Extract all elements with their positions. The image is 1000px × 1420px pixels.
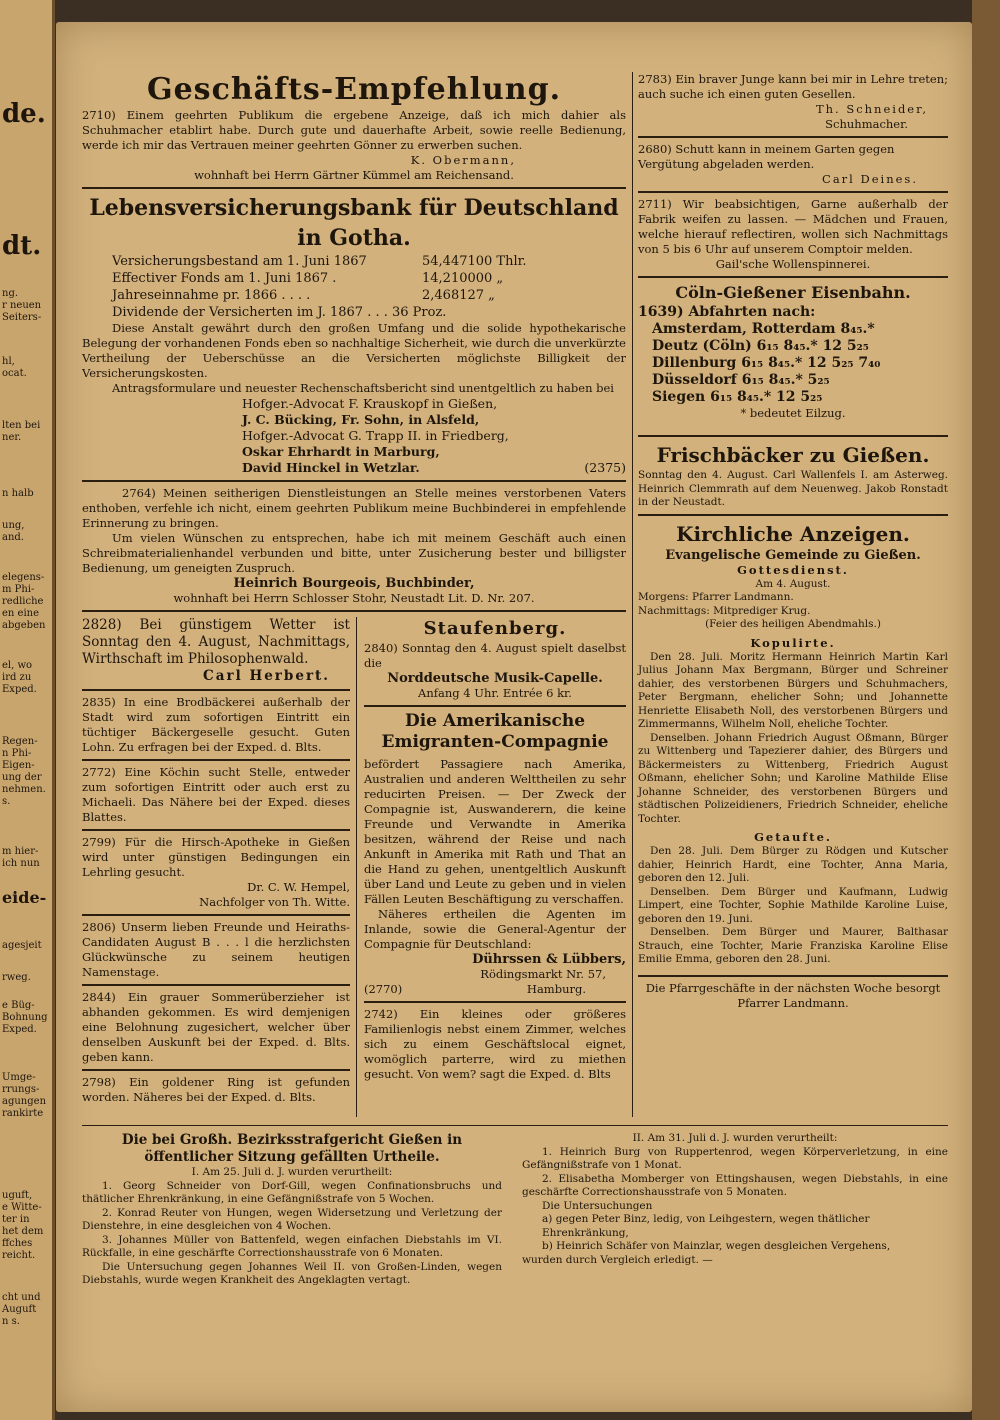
ad-2799-signature: Dr. C. W. Hempel, (247, 880, 350, 894)
left-page-spine (0, 0, 55, 1420)
ad-2711-body: 2711) Wir beabsichtigen, Garne außerhalb der Fabrik weifen zu lassen. — Mädchen und Frauen, welche hierauf reflectiren, wollen sich Nachmittags von 5 bis 6 Uhr auf unserem Comptoir melden. (638, 197, 948, 256)
ad-2798: 2798) Ein goldener Ring ist gefunden worden. Näheres bei der Exped. d. Blts. (82, 1075, 350, 1104)
insurance-agent: Hofger.-Advocat F. Krauskopf in Gießen, (242, 396, 498, 411)
court-item: b) Heinrich Schäfer von Mainzlar, wegen desgleichen Vergehens, (542, 1240, 891, 1252)
court-item: wurden durch Vergleich erledigt. — (522, 1253, 713, 1266)
railway-header: 1639) Abfahrten nach: (638, 304, 816, 320)
ad-insurance (82, 193, 626, 476)
insurance-line-1-value: 54,447100 Thlr. (422, 254, 527, 269)
bakers-body: Sonntag den 4. August. Carl Wallenfels I. am Asterweg. Heinrich Clemmrath auf dem Neuenweg. Jakob Ronstadt in der Neustadt. (638, 469, 948, 508)
court-item: Die Untersuchungen (542, 1199, 653, 1212)
emigration-body-2: Näheres ertheilen die Agenten im Inlande, sowie die General-Agentur der Compagnie für Deutschland: (364, 907, 626, 951)
divider (364, 1001, 626, 1003)
divider (82, 689, 350, 691)
divider (638, 276, 948, 278)
insurance-line-2-value: 14,210000 „ (422, 271, 504, 286)
ad-2799-body: 2799) Für die Hirsch-Apotheke in Gießen wird unter günstigen Bedingungen ein Lehrling gesucht. (82, 835, 350, 879)
ad-2710-title: Geschäfts-Empfehlung. (146, 72, 562, 107)
ad-church (638, 520, 948, 1011)
church-note: (Feier des heiligen Abendmahls.) (705, 618, 881, 630)
church-service-heading: Gottesdienst. (737, 562, 849, 577)
right-page-edge (972, 0, 1000, 1420)
spine-fragment: elegens- m Phi- redliche en eine abgeben (2, 572, 46, 631)
spine-fragment: rweg. (2, 972, 31, 983)
insurance-title: Lebensversicherungsbank für Deutschland in Gotha. (89, 195, 619, 251)
staufenberg-band: Norddeutsche Musik-Capelle. (387, 671, 603, 686)
insurance-line-2-label: Effectiver Fonds am 1. Juni 1867 . (112, 271, 337, 286)
ad-2783-signature: Th. Schneider, (815, 102, 928, 116)
divider (82, 914, 350, 916)
newspaper-page (56, 22, 972, 1412)
spine-fragment: hl, ocat. (2, 356, 27, 379)
court-item: 2. Elisabetha Momberger von Ettingshausen, wegen Diebstahls, in eine geschärfte Correctionshausstrafe von 5 Monaten. (522, 1172, 948, 1198)
insurance-line-3-value: 2,468127 „ (422, 288, 495, 303)
emigration-number: (2770) (364, 982, 403, 996)
staufenberg-title: Staufenberg. (423, 618, 567, 639)
divider (82, 759, 350, 761)
court-item: a) gegen Peter Binz, ledig, von Leihgestern, wegen thätlicher Ehrenkränkung, (542, 1213, 870, 1239)
court-left (82, 1132, 502, 1288)
column-rule (356, 617, 357, 1117)
column-rule (632, 72, 633, 1117)
spine-fragment: de. (2, 99, 46, 129)
insurance-line-4: Dividende der Versicherten im J. 1867 . . . 36 Proz. (112, 305, 447, 320)
staufenberg-info: Anfang 4 Uhr. Entrée 6 kr. (418, 686, 572, 700)
church-morning: Morgens: Pfarrer Landmann. (638, 591, 794, 603)
ad-2710 (82, 72, 626, 183)
insurance-agent: J. C. Bücking, Fr. Sohn, in Alsfeld, (242, 412, 480, 427)
church-date: Am 4. August. (755, 577, 831, 590)
ad-2772: 2772) Eine Köchin sucht Stelle, entweder zum sofortigen Eintritt oder auch erst zu Michaeli. Das Nähere bei der Exped. dieses Blattes. (82, 765, 350, 824)
ad-2764 (82, 486, 626, 606)
middle-column (364, 617, 626, 1082)
divider (638, 435, 948, 437)
divider (364, 705, 626, 707)
railway-row: Düsseldorf 6₁₅ 8₄₅.* 5₂₅ (652, 372, 830, 388)
spine-fragment: m hier- ich nun (2, 846, 40, 869)
ad-2680-body: 2680) Schutt kann in meinem Garten gegen Vergütung abgeladen werden. (638, 142, 895, 171)
spine-fragment: Umge- rrungs- agungen rankirte (2, 1072, 47, 1119)
court-item: 3. Johannes Müller von Battenfeld, wegen einfachen Diebstahls im VI. Rückfalle, in eine geschärfte Correctionshausstrafe von 6 Monaten. (82, 1233, 502, 1259)
railway-row: Amsterdam, Rotterdam 8₄₅.* (652, 321, 875, 337)
spine-fragment: dt. (2, 231, 42, 261)
ad-2710-body: 2710) Einem geehrten Publikum die ergebene Anzeige, daß ich mich dahier als Schuhmacher etablirt habe. Durch gute und dauerhafte Arbeit, sowie reelle Bedienung, werde ich mir das Vertrauen meiner geehrten Gönner zu erwerben suchen. (82, 108, 626, 152)
court-item: 1. Georg Schneider von Dorf-Gill, wegen Confinationsbruchs und thätlicher Ehrenkränkung, in eine Gefängnißstrafe von 5 Wochen. (82, 1179, 502, 1205)
court-section-1: I. Am 25. Juli d. J. wurden verurtheilt: (191, 1166, 393, 1178)
spine-fragment: ng. r neuen Seiters- (2, 288, 42, 323)
divider (82, 480, 626, 482)
ad-2783 (638, 72, 948, 132)
left-narrow-column (82, 617, 350, 1109)
ad-2710-address: wohnhaft bei Herrn Gärtner Kümmel am Reichensand. (194, 168, 514, 182)
divider (638, 975, 948, 977)
emigration-agent: Dührssen & Lübbers, (472, 952, 626, 967)
ad-2799-successor: Nachfolger von Th. Witte. (199, 895, 350, 909)
spine-fragment: ung, and. (2, 520, 25, 543)
ad-2835: 2835) In eine Brodbäckerei außerhalb der Stadt wird zum sofortigen Eintritt ein tüchtiger Bäckergeselle gesucht. Guten Lohn. Zu erfragen bei der Exped. d. Blts. (82, 695, 350, 754)
church-married-heading: Kopulirte. (750, 635, 836, 650)
court-item: 2. Konrad Reuter von Hungen, wegen Widersetzung und Verletzung der Dienstehre, in eine desgleichen von 4 Wochen. (82, 1206, 502, 1232)
church-baptized-entry: Denselben. Dem Bürger und Maurer, Balthasar Strauch, eine Tochter, Marie Franziska Karoline Elise Emilie Emma, geboren den 28. Juni. (638, 926, 948, 965)
spine-fragment: e Büg- Bohnung Exped. (2, 1000, 48, 1035)
spine-fragment: n halb (2, 488, 34, 499)
ad-2742: 2742) Ein kleines oder größeres Familienlogis nebst einem Zimmer, welches sich zu einem Geschäftslocal eignet, womöglich parterre, wird zu miethen gesucht. Von wem? sagt die Exped. d. Blts (364, 1007, 626, 1081)
ad-bakers (638, 441, 948, 510)
divider (82, 984, 350, 986)
divider (82, 829, 350, 831)
ad-2710-signature: K. Obermann, (410, 153, 516, 167)
church-afternoon: Nachmittags: Mitprediger Krug. (638, 604, 811, 617)
court-right (522, 1132, 948, 1267)
right-column (638, 72, 948, 1011)
staufenberg-body: 2840) Sonntag den 4. August spielt daselbst die (364, 641, 626, 670)
insurance-agent: Oskar Ehrhardt in Marburg, (242, 444, 440, 459)
ad-2828-signature: Carl Herbert. (203, 668, 330, 684)
emigration-title: Die Amerikanische Emigranten-Compagnie (381, 711, 609, 752)
ad-2764-body-1: 2764) Meinen seitherigen Dienstleistungen an Stelle meines verstorbenen Vaters enthoben, verfehle ich nicht, einem geehrten Publikum meine Buchbinderei in empfehlende Erinnerung zu bringen. (82, 486, 626, 530)
church-title: Kirchliche Anzeigen. (676, 521, 910, 546)
spine-fragment: cht und Auguft n s. (2, 1292, 41, 1327)
church-baptized-entry: Den 28. Juli. Dem Bürger zu Rödgen und Kutscher dahier, Heinrich Hardt, eine Tochter, Anna Maria, geboren den 12. Juli. (638, 845, 948, 884)
spine-fragment: eide- (2, 888, 47, 907)
divider (638, 136, 948, 138)
church-baptized-entry: Denselben. Dem Bürger und Kaufmann, Ludwig Limpert, eine Tochter, Sophie Mathilde Karoline Luise, geboren den 19. Juni. (638, 885, 948, 925)
ad-2844: 2844) Ein grauer Sommerüberzieher ist abhanden gekommen. Es wird demjenigen eine Belohnung zugesichert, welcher über denselben Auskunft bei der Exped. d. Blts. geben kann. (82, 990, 350, 1064)
ad-2711-signature: Gail'sche Wollenspinnerei. (715, 257, 871, 271)
church-married-entry: Den 28. Juli. Moritz Hermann Heinrich Martin Karl Julius Johann Max Bergmann, Bürger und Schreiner dahier, des verstorbenen Bürgers und Schuhmachers, Peter Bergmann, ehelicher Sohn; und Johannette Henriette Elisabeth Noll, des verstorbenen Bürgers und Zimmermanns, Wilhelm Noll, eheliche Tochter. (638, 650, 948, 730)
spine-fragment: el, wo ird zu Exped. (2, 660, 37, 695)
court-item: 1. Heinrich Burg von Ruppertenrod, wegen Körperverletzung, in eine Gefängnißstrafe von 1 Monat. (522, 1145, 948, 1171)
church-subtitle: Evangelische Gemeinde zu Gießen. (665, 547, 921, 563)
divider (638, 514, 948, 516)
ad-2764-body-2: Um vielen Wünschen zu entsprechen, habe ich mit meinem Geschäft auch einen Schreibmaterialienhandel verbunden und bitte, unter Zusicherung bester und billigster Bedienung, um geneigten Zuspruch. (82, 531, 626, 575)
court-section-2: II. Am 31. Juli d. J. wurden verurtheilt: (632, 1132, 838, 1144)
ad-2783-body: 2783) Ein braver Junge kann bei mir in Lehre treten; auch suche ich einen guten Gesellen. (638, 72, 948, 101)
spine-fragment: agesjeit (2, 940, 42, 951)
court-item: Die Untersuchung gegen Johannes Weil II. von Großen-Linden, wegen Diebstahls, wurde wegen Krankheit des Angeklagten vertagt. (82, 1260, 502, 1286)
ad-2680 (638, 142, 948, 187)
church-parish-notice: Die Pfarrgeschäfte in der nächsten Woche besorgt Pfarrer Landmann. (645, 980, 941, 1010)
ad-railway (638, 282, 948, 421)
insurance-agents-intro: Antragsformulare und neuester Rechenschaftsbericht sind unentgeltlich zu haben bei (112, 381, 614, 395)
church-married-entry: Denselben. Johann Friedrich August Oßmann, Bürger zu Wittenberg und Tapezierer dahier, des Bürgers und Bäckermeisters zu Wittenberg, Friedrich August Oßmann, ehelicher Sohn; und Karoline Mathilde Elise Johanne Schneider, des verstorbenen Bürgers und städtischen Polizeidieners, Friedrich Schneider, eheliche Tochter. (638, 731, 948, 825)
bakers-title: Frischbäcker zu Gießen. (656, 443, 930, 467)
spine-fragment: Regen- n Phi- Eigen- ung der nehmen. s. (2, 736, 46, 807)
railway-note: * bedeutet Eilzug. (740, 406, 846, 420)
court-title: Die bei Großh. Bezirksstrafgericht Gießen in öffentlicher Sitzung gefällten Urtheile. (121, 1132, 463, 1165)
spine-fragment: uguft, e Witte- ter in het dem ffches reicht. (2, 1190, 44, 1261)
divider (82, 187, 626, 189)
insurance-line-1-label: Versicherungsbestand am 1. Juni 1867 (112, 254, 367, 269)
railway-title: Cöln-Gießener Eisenbahn. (675, 283, 911, 302)
ad-2680-signature: Carl Deines. (822, 172, 918, 186)
divider (82, 610, 626, 612)
emigration-address: Rödingsmarkt Nr. 57, (480, 967, 606, 981)
ad-2764-address: wohnhaft bei Herrn Schlosser Stohr, Neustadt Lit. D. Nr. 207. (173, 591, 535, 605)
left-wide-column (82, 72, 626, 616)
ad-2799 (82, 835, 350, 910)
ad-2764-signature: Heinrich Bourgeois, Buchbinder, (233, 576, 475, 591)
insurance-agent: Hofger.-Advocat G. Trapp II. in Friedberg, (242, 428, 509, 443)
spine-fragment: lten bei ner. (2, 420, 41, 443)
emigration-city: Hamburg. (526, 982, 586, 996)
insurance-number: (2375) (584, 460, 626, 475)
divider (638, 191, 948, 193)
emigration-body: befördert Passagiere nach Amerika, Australien und anderen Welttheilen zu sehr reducirten Preisen. — Der Zweck der Compagnie ist, Auswanderern, die keine Freunde und Verwandte in Amerika besitzen, während der Reise und nach Ankunft in Amerika mit Rath und That an die Hand zu gehen, unentgeltlich Auskunft über Land und Leute zu geben und in vielen Fällen Leuten Beschäftigung zu verschaffen. (364, 757, 626, 906)
ad-2828 (82, 617, 350, 685)
ad-emigration (364, 711, 626, 997)
ad-staufenberg (364, 617, 626, 701)
railway-row: Siegen 6₁₅ 8₄₅.* 12 5₂₅ (652, 389, 823, 405)
ad-2828-body: 2828) Bei günstigem Wetter ist Sonntag den 4. August, Nachmittags, Wirthschaft im Philosophenwald. (82, 617, 350, 667)
railway-row: Deutz (Cöln) 6₁₅ 8₄₅.* 12 5₂₅ (652, 338, 869, 354)
ad-2783-trade: Schuhmacher. (825, 117, 908, 131)
ad-2711 (638, 197, 948, 272)
insurance-line-3-label: Jahreseinnahme pr. 1866 . . . . (112, 288, 311, 303)
church-baptized-heading: Getaufte. (754, 830, 832, 844)
page-divider (82, 1125, 948, 1126)
railway-row: Dillenburg 6₁₅ 8₄₅.* 12 5₂₅ 7₄₀ (652, 355, 881, 371)
divider (82, 1069, 350, 1071)
insurance-body: Diese Anstalt gewährt durch den großen Umfang und die solide hypothekarische Belegung der vorhandenen Fonds eben so nachhaltige Sicherheit, wie durch die unverkürzte Vertheilung der Ueberschüsse an die Versicherten möglichste Billigkeit der Versicherungskosten. (82, 321, 626, 380)
ad-2806: 2806) Unserm lieben Freunde und Heiraths-Candidaten August B . . . l die herzlichsten Glückwünsche zu seinem heutigen Namenstage. (82, 920, 350, 979)
insurance-agent: David Hinckel in Wetzlar. (242, 460, 420, 475)
